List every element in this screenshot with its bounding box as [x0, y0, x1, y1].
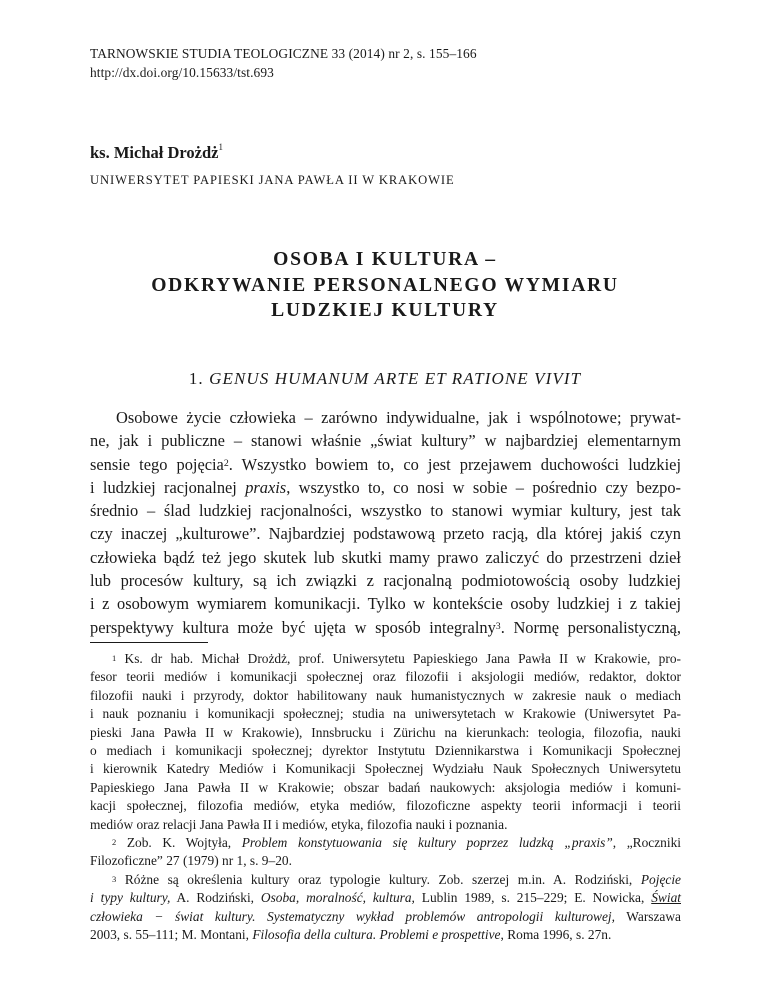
author-name — [90, 143, 223, 163]
body-line: czy inaczej „kulturowe”. Najbardziej podstawową przeto racją, dla której jakiś czyn — [90, 524, 681, 544]
footnote-line: i kierownik Katedry Mediów i Komunikacji Społecznej Wydziału Nauk Społecznych Uniwersytetu — [90, 761, 681, 777]
author-name-text: ks. Michał Drożdż — [90, 143, 219, 162]
footnote-line: kacji społecznej, filozofia mediów, etyka mediów, filozoficzne aspekty teorii informacji i teorii — [90, 798, 681, 814]
footnote-ref-1[interactable]: 1 — [218, 142, 223, 152]
body-paragraph — [90, 406, 681, 639]
footnote-line: filozofii nauki i przyrody, doktor habilitowany nauk humanistycznych w zakresie nauk o mediach — [90, 687, 681, 703]
footnote-line: Filozoficzne” 27 (1979) nr 1, s. 9–20. — [90, 853, 292, 869]
author-affiliation: UNIWERSYTET PAPIESKI JANA PAWŁA II W KRAKOWIE — [90, 173, 455, 187]
body-line: lub procesów kultury, są ich związki z racjonalną podmiotowością osoby ludzkiej — [90, 571, 681, 591]
footnote-3: $^3$ Różne są określenia kultury oraz typologie kultury. Zob. szerzej m.in. A. Rodziński, Pojęcie — [112, 871, 681, 887]
footnote-line: pieski Jana Pawła II w Krakowie), Innsbrucku i Zürichu na kierunkach: teologia, filozofia, nauki — [90, 724, 681, 740]
body-line: i z osobowym wymiarem komunikacji. Tylko w kontekście osoby ludzkiej i z takiej — [90, 594, 681, 614]
body-line: sensie tego pojęcia$^2$. Wszystko bowiem to, co jest przejawem duchowości ludzkiej — [90, 454, 681, 474]
doi-link[interactable]: http://dx.doi.org/10.15633/tst.693 — [90, 65, 274, 80]
footnote-line: Papieskiego Jana Pawła II w Krakowie; obszar badań naukowych: aksjologia mediów i komuni- — [90, 779, 681, 795]
footnote-separator — [90, 642, 208, 643]
title-line-2: ODKRYWANIE PERSONALNEGO WYMIARU — [151, 274, 619, 296]
body-line: Osobowe życie człowieka – zarówno indywidualne, jak i wspólnotowe; prywat- — [116, 408, 681, 427]
footnote-line: mediów oraz relacji Jana Pawła II i mediów, etyka, filozofia nauki i poznania. — [90, 816, 508, 832]
footnote-line: fesor teorii mediów i komunikacji społecznej oraz filozofii i aksjologii mediów, redaktor, doktor — [90, 669, 681, 685]
body-line: ne, jak i publiczne – stanowi właśnie „świat kultury” w najbardziej elementarnym — [90, 431, 681, 451]
footnote-line: i nauk poznaniu i komunikacji społecznej; studia na uniwersytetach w Krakowie (Uniwersytet Pa- — [90, 706, 681, 722]
section-title: GENUS HUMANUM ARTE ET RATIONE VIVIT — [209, 369, 582, 388]
journal-header — [90, 44, 477, 82]
footnote-line: i typy kultury, A. Rodziński, Osoba, moralność, kultura, Lublin 1989, s. 215–229; E. Nowicka, Świat — [90, 890, 681, 906]
section-number: 1. — [188, 369, 204, 388]
section-heading — [90, 369, 680, 389]
body-line: człowieka bądź też jego skutek lub skutki mamy prawo zaliczyć do przestrzeni dzieł — [90, 547, 681, 567]
footnote-ref-3[interactable]: 3 — [495, 620, 501, 632]
footnote-ref-2[interactable]: 2 — [223, 457, 229, 469]
title-line-3: LUDZKIEJ KULTURY — [271, 300, 499, 321]
title-line-1: OSOBA I KULTURA – — [273, 249, 497, 270]
body-line: średnio – ślad ludzkiej racjonalności, wszystko to stanowi wymiar kultury, jest tak — [90, 501, 681, 521]
body-line: perspektywy kultura może być ujęta w sposób integralny$^3$. Normę personalistyczną, — [90, 617, 681, 637]
article-title — [90, 247, 680, 324]
footnote-1: $^1$ Ks. dr hab. Michał Drożdż, prof. Uniwersytetu Papieskiego Jana Pawła II w Krakowie, pro- — [112, 651, 681, 666]
footnotes — [90, 650, 681, 945]
journal-citation: TARNOWSKIE STUDIA TEOLOGICZNE 33 (2014) nr 2, s. 155–166 — [90, 46, 477, 61]
body-line: i ludzkiej racjonalnej praxis, wszystko to, co nosi w sobie – pośrednio czy bezpo- — [90, 477, 681, 497]
footnote-line: 2003, s. 55–111; M. Montani, Filosofia della cultura. Problemi e prospettive, Roma 1996, s. 27n. — [90, 927, 612, 943]
footnote-line: człowieka − świat kultury. Systematyczny wykład problemów antropologii kulturowej, Warszawa — [90, 908, 681, 924]
footnote-2: $^2$ Zob. K. Wojtyła, Problem konstytuowania się kultury poprzez ludzką „praxis”, „Roczniki — [112, 835, 681, 851]
footnote-line: o mediach i komunikacji społecznej; dyrektor Instytutu Dziennikarstwa i Komunikacji Społecznej — [90, 743, 681, 759]
